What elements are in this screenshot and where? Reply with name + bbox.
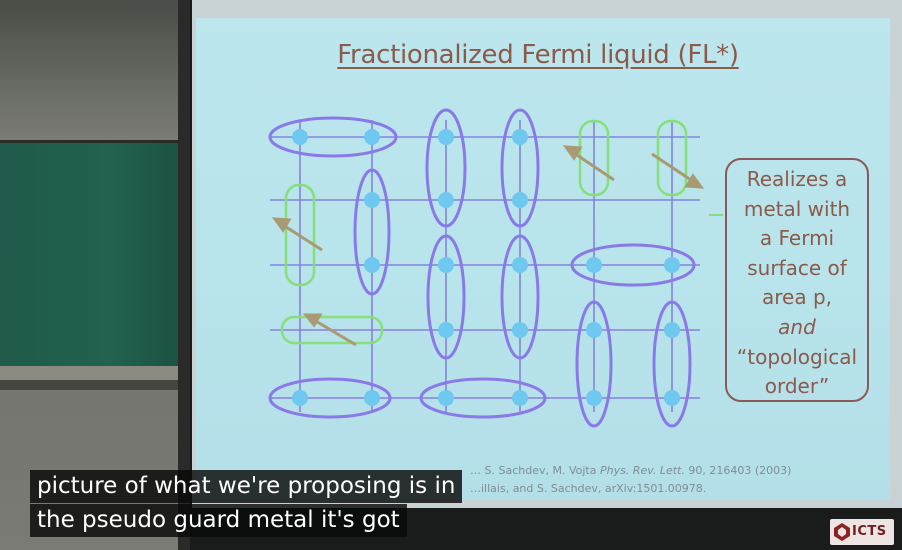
box-line: metal with — [743, 196, 851, 221]
box-line: Realizes a — [746, 167, 848, 191]
slide-title: Fractionalized Fermi liquid (FL*) — [337, 40, 739, 70]
logo-text: ICTS — [852, 524, 887, 539]
reference-line-2: …illais, and S. Sachdev, arXiv:1501.00978. — [470, 482, 707, 495]
annotation-box — [725, 158, 869, 402]
box-line: surface of — [747, 255, 847, 280]
caption-line-1: picture of what we're proposing is in — [30, 470, 462, 503]
lattice-sites — [292, 129, 680, 406]
box-line: area p, — [761, 285, 832, 310]
valence-bond-dimers — [270, 110, 694, 426]
icts-mark-icon — [834, 523, 850, 541]
icts-logo — [830, 519, 894, 545]
box-line: “topological — [736, 344, 858, 369]
lattice-grid — [270, 120, 700, 412]
references — [470, 462, 792, 498]
caption-line-2: the pseudo guard metal it's got — [30, 504, 407, 537]
box-line: order” — [764, 374, 830, 399]
box-line: and — [778, 314, 816, 339]
box-line: a Fermi — [759, 226, 835, 251]
reference-line-1: … S. Sachdev, M. Vojta Phys. Rev. Lett. 90, 216403 (2003) — [470, 464, 792, 477]
